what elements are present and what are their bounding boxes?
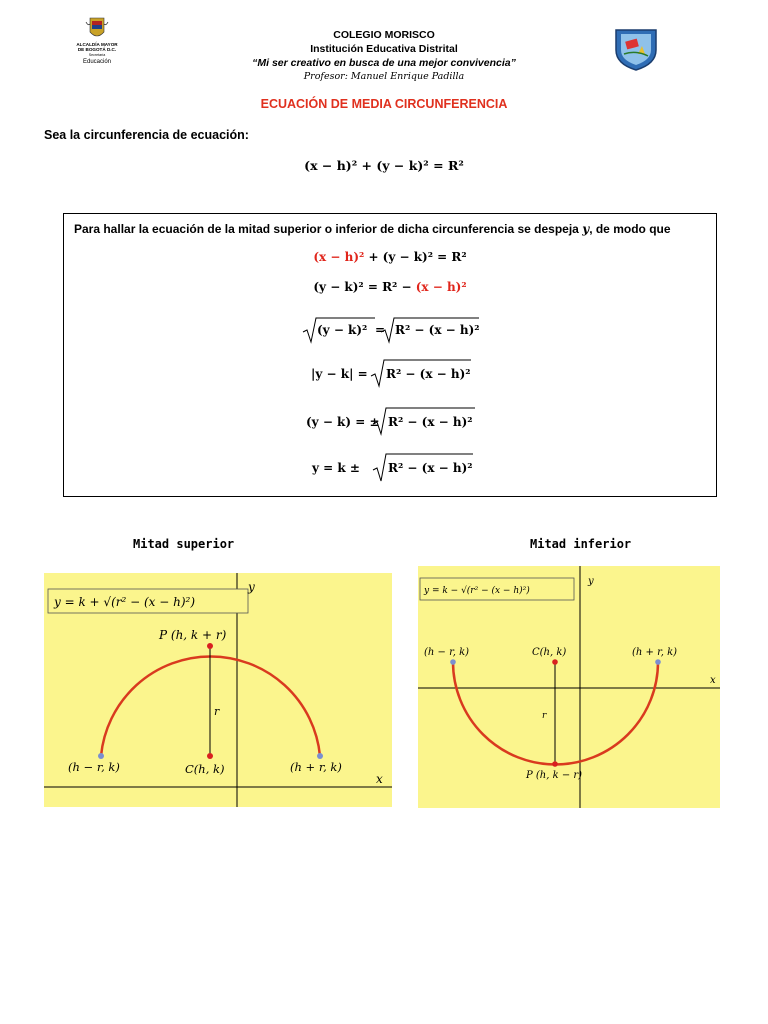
upper-half-title: Mitad superior	[133, 537, 235, 551]
upper-left-point	[98, 753, 104, 759]
upper-half-graph	[44, 573, 392, 807]
upper-top-point	[207, 643, 213, 649]
upper-center-point	[207, 753, 213, 759]
step-2-left: (y − k)² = R² −	[313, 280, 416, 294]
alcaldia-logo	[66, 16, 128, 66]
upper-y-label: y	[248, 580, 255, 594]
logo-text-1: ALCALDÍA MAYOR	[76, 42, 118, 47]
logo-text-2: DE BOGOTÁ D.C.	[77, 47, 117, 52]
upper-center-label: C(h, k)	[185, 762, 225, 776]
step-1	[63, 250, 717, 264]
lower-half-graph	[418, 566, 720, 808]
derivation-intro	[74, 222, 671, 236]
school-header	[200, 28, 568, 84]
step-4-right: R² − (x − h)²	[386, 367, 471, 381]
upper-left-label: (h − r, k)	[68, 760, 120, 774]
lower-x-label: x	[710, 675, 716, 686]
step-6	[63, 450, 717, 484]
derivation-intro-tail: , de modo que	[589, 222, 671, 236]
shield-icon	[616, 30, 656, 70]
lower-center-label: C(h, k)	[532, 647, 567, 658]
upper-x-label: x	[376, 772, 383, 786]
step-1-rest: + (y − k)² = R²	[364, 250, 467, 264]
step-4	[63, 356, 717, 388]
lower-half-title: Mitad inferior	[530, 537, 632, 551]
upper-radius-label: r	[214, 705, 220, 718]
lower-y-label: y	[588, 576, 594, 587]
school-motto: “Mi ser creativo en busca de una mejor convivencia”	[252, 57, 516, 69]
lower-left-label: (h − r, k)	[424, 647, 470, 658]
step-2	[63, 280, 717, 294]
lower-radius-label: r	[542, 711, 547, 721]
step-3-eq: =	[375, 323, 386, 337]
document-title: ECUACIÓN DE MEDIA CIRCUNFERENCIA	[260, 97, 508, 111]
upper-formula: y = k + √(r² − (x − h)²)	[54, 595, 196, 609]
logo-text-3: Secretaría	[88, 53, 106, 57]
step-5-left: (y − k) = ±	[306, 415, 380, 429]
logo-text-4: Educación	[82, 59, 112, 65]
derivation-intro-var: y	[582, 222, 590, 236]
upper-right-label: (h + r, k)	[290, 760, 342, 774]
step-4-left: |y − k| =	[311, 367, 368, 381]
school-name: COLEGIO MORISCO	[333, 29, 435, 41]
lower-formula: y = k − √(r² − (x − h)²)	[424, 586, 530, 596]
lower-right-point	[655, 659, 661, 665]
step-6-right: R² − (x − h)²	[388, 461, 473, 475]
coat-of-arms-icon	[86, 18, 108, 36]
step-3	[63, 314, 717, 344]
lower-left-point	[450, 659, 456, 665]
step-5-right: R² − (x − h)²	[388, 415, 473, 429]
lower-center-point	[552, 659, 558, 665]
step-6-left: y = k ±	[312, 461, 360, 475]
step-5	[63, 404, 717, 436]
upper-top-label: P (h, k + r)	[159, 628, 227, 642]
upper-right-point	[317, 753, 323, 759]
institution-name: Institución Educativa Distrital	[310, 43, 458, 55]
lower-right-label: (h + r, k)	[632, 647, 678, 658]
step-3-right: R² − (x − h)²	[395, 323, 480, 337]
step-3-left: (y − k)²	[317, 323, 368, 337]
lower-bottom-point	[552, 761, 558, 767]
intro-text: Sea la circunferencia de ecuación:	[44, 128, 249, 142]
step-2-red-term: (x − h)²	[415, 280, 467, 294]
main-equation: (x − h)² + (y − k)² = R²	[304, 158, 464, 173]
professor-name: Profesor: Manuel Enrique Padilla	[303, 71, 465, 82]
school-shield-logo	[612, 24, 660, 72]
step-1-red-term: (x − h)²	[313, 250, 365, 264]
lower-bottom-label: P (h, k − r)	[526, 770, 583, 781]
derivation-intro-text: Para hallar la ecuación de la mitad superior o inferior de dicha circunferencia se despeja	[74, 222, 583, 236]
